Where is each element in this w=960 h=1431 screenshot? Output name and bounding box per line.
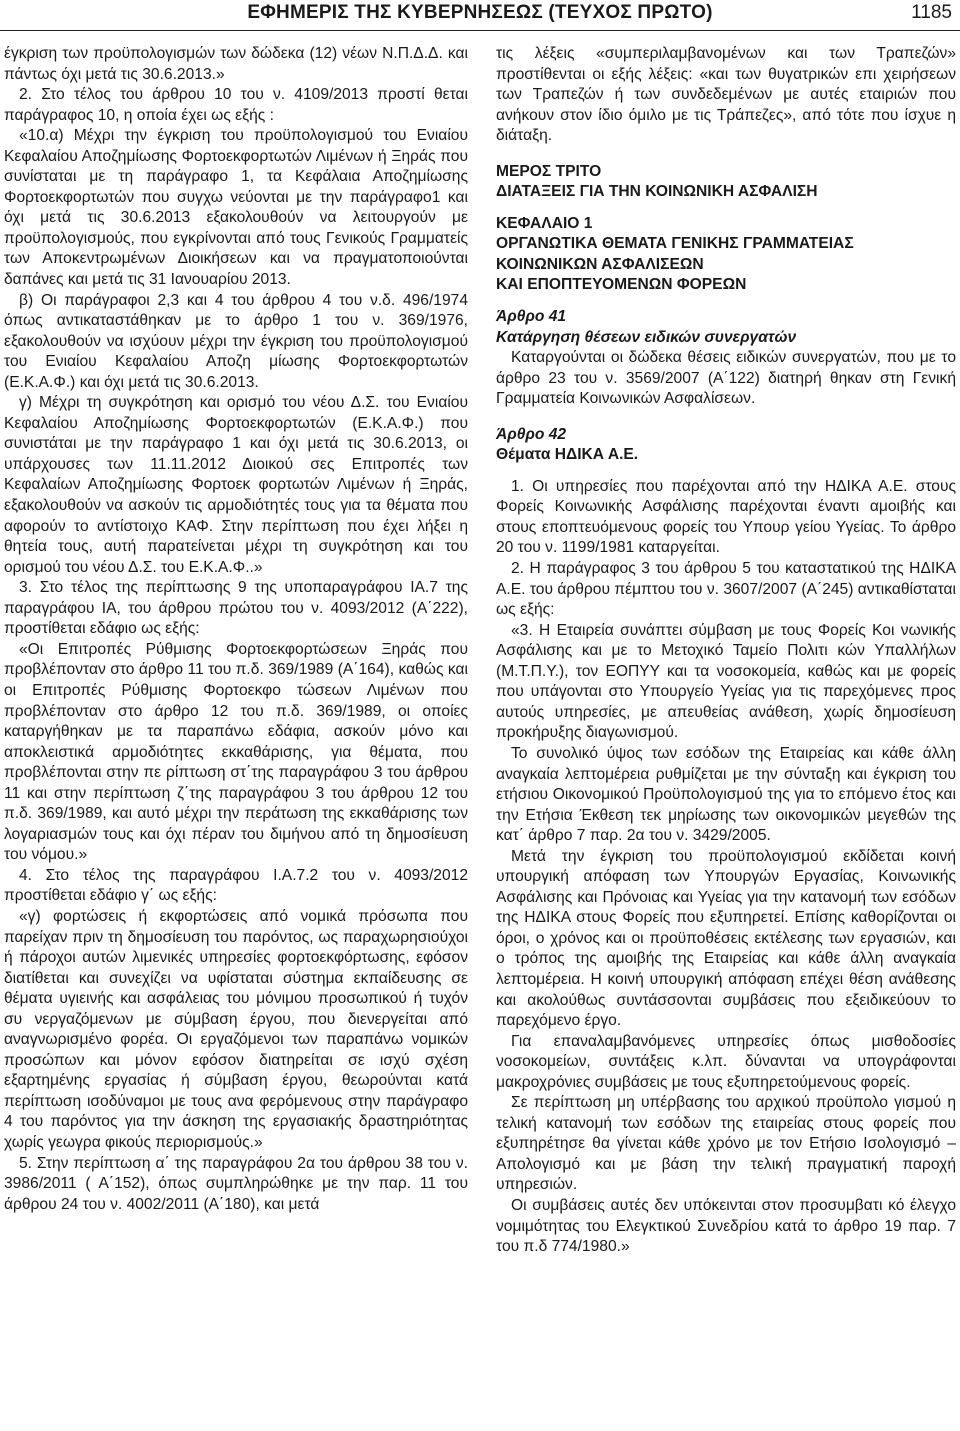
- chapter-subtitle: ΚΑΙ ΕΠΟΠΤΕΥΟΜΕΝΩΝ ΦΟΡΕΩΝ: [496, 276, 747, 294]
- paragraph: 5. Στην περίπτωση α΄ της παραγράφου 2α του άρθρου 38 του ν. 3986/2011 ( Α΄152), όπως συμπληρώθηκε με την παρ. 11 του άρθρου 24 του ν. 4002/2011 (Α΄180), και μετά: [4, 1154, 468, 1213]
- paragraph: 2. Η παράγραφος 3 του άρθρου 5 του καταστατικού της ΗΔΙΚΑ Α.Ε. του άρθρου πέμπτου του ν. 3607/2007 (Α΄245) αντικαθίσταται ως εξής:: [496, 560, 956, 619]
- paragraph: Το συνολικό ύψος των εσόδων της Εταιρείας και κάθε άλλη αναγκαία λεπτομέρεια ρυθμίζεται με την σύνταξη και έγκριση του ετήσιου Οικονομικού Προϋπολογισμού της για το επόμενο έτος και την Ετήσια Έκθεση τεκ μηρίωσης των οικονομικών μεγεθών της κατ΄ άρθρο 7 παρ. 2α του ν. 3429/2005.: [496, 744, 956, 845]
- paragraph: έγκριση των προϋπολογισμών των δώδεκα (12) νέων Ν.Π.Δ.Δ. και πάντως όχι μετά τις 30.6.2013.»: [4, 45, 468, 83]
- article-42-title: Άρθρο 42: [496, 425, 567, 443]
- article-41-title: Άρθρο 41: [496, 308, 567, 326]
- paragraph: «10.α) Μέχρι την έγκριση του προϋπολογισμού του Ενιαίου Κεφαλαίου Αποζημίωσης Φορτοεκφορτωτών Λιμένων ή Ξηράς που συνίσταται με τη παράγραφο 1, τα Κεφάλαια Αποζημίωσης Φορτοεκφορτωτών που συγχω νεύονται με την παράγραφο1 και όχι μετά τις 30.6.2013 εξακολουθούν να λειτουργούν με προϋπολογισμούς, που εγκρίνονται από τους Γενικούς Γραμματείς των Αποκεντρωμένων Διοικήσεων και να πραγματοποιούνται δαπάνες και μετά τις 31 Ιανουαρίου 2013.: [4, 127, 468, 289]
- paragraph: Σε περίπτωση μη υπέρβασης του αρχικού προϋπολο γισμού η τελική κατανομή των εσόδων της εταιρείας στους φορείς που εξυπηρέτησε θα γίνεται κάθε χρόνο με τον Ετήσιο Ισολογισμό – Απολογισμό και με βάση την τελική πραγματική παροχή υπηρεσιών.: [496, 1094, 956, 1194]
- article-41-subtitle: Κατάργηση θέσεων ειδικών συνεργατών: [496, 328, 797, 346]
- chapter-title: ΚΕΦΑΛΑΙΟ 1: [496, 214, 593, 232]
- paragraph: Οι συμβάσεις αυτές δεν υπόκεινται στον προσυμβατι κό έλεγχο νομιμότητας του Ελεγκτικού Συνεδρίου κατά το άρθρο 19 παρ. 7 του π.δ 774/1980.»: [496, 1196, 956, 1256]
- header-rule: [0, 30, 960, 31]
- paragraph: γ) Μέχρι τη συγκρότηση και ορισμό του νέου Δ.Σ. του Ενιαίου Κεφαλαίου Αποζημίωσης Φορτοεκφορτωτών (Ε.Κ.Α.Φ.) που συνιστάται με την παράγραφο 1 και όχι μετά τις 30.6.2013, οι υπάρχουσες των 11.11.2012 Διοικού σες Επιτροπές των Κεφαλαίων Αποζημίωσης Φορτοεκ φορτωτών Λιμένων ή Ξηράς, εξακολουθούν να ασκούν τις αρμοδιότητές τους για τα θέματα που αφορούν το αντίστοιχο ΚΑΦ. Στην περίπτωση που έχει λήξει η θητεία τους, αυτή παρατείνεται μέχρι τη συγκρότηση και του ορισμού του νέου Δ.Σ. του Ε.Κ.Α.Φ..»: [4, 394, 468, 576]
- paragraph: 3. Στο τέλος της περίπτωσης 9 της υποπαραγράφου ΙΑ.7 της παραγράφου ΙΑ, του άρθρου πρώτου του ν. 4093/2012 (Α΄222), προστίθεται εδάφιο ως εξής:: [4, 579, 468, 638]
- paragraph: «3. Η Εταιρεία συνάπτει σύμβαση με τους Φορείς Κοι νωνικής Ασφάλισης και με το Μετοχικό Ταμείο Πολιτι κών Υπαλλήλων (Μ.Τ.Π.Υ.), τον ΕΟΠΥΥ και τα νοσοκομεία, καθώς και με φορείς που υπάγονται στο Υπουργείο Υγείας για τις παρεχόμενες προς αυτούς υπηρεσίες, με απευθείας ανάθεση, χωρίς δημοσίευση προκήρυξης διαγωνισμού.: [496, 621, 956, 742]
- paragraph: Μετά την έγκριση του προϋπολογισμού εκδίδεται κοινή υπουργική απόφαση των Υπουργών Εργασίας, Κοινωνικής Ασφάλισης και Πρόνοιας και Υγείας για την κατανομή των εσόδων της ΗΔΙΚΑ στους Φορείς που εξυπηρετεί. Επίσης καθορίζονται οι όροι, ο χρόνος και οι προϋποθέσεις εκτέλεσης των εργασιών, και ο τρόπος της αμοιβής της Εταιρείας και κάθε άλλη αναγκαία λεπτομέρεια. Η κοινή υπουργική απόφαση επέχει θέση ανάθεσης και ακολούθως συντάσσονται συμβάσεις που εξειδικεύουν το παρεχόμενο έργο.: [496, 847, 956, 1030]
- paragraph: «γ) φορτώσεις ή εκφορτώσεις από νομικά πρόσωπα που παρείχαν πριν τη δημοσίευση του παρόντος, ως παραχωρησιούχοι ή πάροχοι αυτών λιμενικές υπηρεσίες φορτοεκφόρτωσης, εφόσον διατίθεται και συνεχίζει να υφίσταται σύστημα εκπαίδευσης σε θέματα υγιεινής και ασφάλειας του μόνιμου προσωπικού ή τυχόν συ νεργαζόμενων με σύμβαση έργου, που διενεργείται από αναγνωρισμένο φορέα. Οι εργαζόμενοι των παραπάνω νομικών προσώπων και μόνον εφόσον διατηρείται σε ισχύ σχέση εξαρτημένης εργασίας ή σύμβαση έργου, θεωρούνται κατά περίπτωση ισοδύναμοι με τους ανα φερόμενους στην παράγραφο 4 του παρόντος για την άσκηση της εργασιακής δραστηριότητας χωρίς γεωγρα φικούς περιορισμούς.»: [4, 907, 468, 1151]
- chapter-subtitle: ΚΟΙΝΩΝΙΚΩΝ ΑΣΦΑΛΙΣΕΩΝ: [496, 255, 704, 273]
- paragraph: «Οι Επιτροπές Ρύθμισης Φορτοεκφορτώσεων Ξηράς που προβλέπονταν στο άρθρο 11 του π.δ. 369/1989 (Α΄164), καθώς και οι Επιτροπές Ρύθμισης Φορτοεκφο τώσεων Λιμένων που προβλέπονταν στο άρθρο 12 του π.δ. 369/1989, οι οποίες καταργήθηκαν με τα παραπάνω εδάφια, ασκούν μόνο και αποκλειστικά αρμοδιότητες εκκαθάρισης, για θέματα, που προβλέπονται στην πε ρίπτωση στ΄της παραγράφου 3 του άρθρου 11 και στην περίπτωση ζ΄της παραγράφου 3 του άρθρου 12 του π.δ. 369/1989, και αυτό μέχρι την περάτωση της εκκαθάρισης των λογαριασμών τους και όχι πέραν του διμήνου από τη δημοσίευση του νόμου.»: [4, 640, 468, 864]
- paragraph: β) Οι παράγραφοι 2,3 και 4 του άρθρου 4 του ν.δ. 496/1974 όπως αντικαταστάθηκαν με το άρθρο 1 του ν. 369/1976, εξακολουθούν να ισχύουν μέχρι την έγκριση του προϋπολογισμού του Ενιαίου Κεφαλαίου Αποζη μίωσης Φορτοεκφορτωτών (Ε.Κ.Α.Φ.) και όχι μετά τις 30.6.2013.: [4, 291, 468, 391]
- paragraph: 2. Στο τέλος του άρθρου 10 του ν. 4109/2013 προστί θεται παράγραφος 10, η οποία έχει ως εξής :: [4, 86, 468, 124]
- paragraph: Για επαναλαμβανόμενες υπηρεσίες όπως μισθοδοσίες νοσοκομείων, συντάξεις κ.λπ. δύνανται να υπογράφονται μακροχρόνιες συμβάσεις με τους εξυπηρετούμενους φορείς.: [496, 1032, 956, 1091]
- page-header: [0, 0, 960, 30]
- article-42-subtitle: Θέματα ΗΔΙΚΑ Α.Ε.: [496, 446, 639, 464]
- part-title: ΜΕΡΟΣ ΤΡΙΤΟ: [496, 162, 602, 180]
- paragraph: 4. Στο τέλος της παραγράφου Ι.Α.7.2 του ν. 4093/2012 προστίθεται εδάφιο γ΄ ως εξής:: [4, 866, 468, 905]
- article-41-text: Καταργούνται οι δώδεκα θέσεις ειδικών συνεργατών, που με το άρθρο 23 του ν. 3569/2007 (Α΄122) διατηρή θηκαν στη Γενική Γραμματεία Κοινωνικών Ασφαλίσεων.: [496, 349, 956, 408]
- paragraph: τις λέξεις «συμπεριλαμβανομένων και των Τραπεζών» προστίθενται οι εξής λέξεις: «και των θυγατρικών επι χειρήσεων των Τραπεζών ή των συνδεδεμένων με αυτές εταιριών που ανήκουν στον ίδιο όμιλο με τις Τράπεζες», από τότε που ίσχυε η διάταξη.: [496, 45, 956, 145]
- chapter-subtitle: ΟΡΓΑΝΩΤΙΚΑ ΘΕΜΑΤΑ ΓΕΝΙΚΗΣ ΓΡΑΜΜΑΤΕΙΑΣ: [496, 235, 854, 253]
- right-column: [496, 44, 956, 1258]
- gazette-title: ΕΦΗΜΕΡΙΣ ΤΗΣ ΚΥΒΕΡΝΗΣΕΩΣ (ΤΕΥΧΟΣ ΠΡΩΤΟ): [247, 2, 713, 23]
- paragraph: 1. Οι υπηρεσίες που παρέχονται από την ΗΔΙΚΑ Α.Ε. στους Φορείς Κοινωνικής Ασφάλισης παρέχονται έναντι αμοιβής και στους εποπτευόμενους φορείς του Υπουρ γείου Υγείας. Το άρθρο 20 του ν. 1199/1981 καταργείται.: [496, 477, 956, 557]
- left-column: [4, 44, 468, 1215]
- part-subtitle: ΔΙΑΤΑΞΕΙΣ ΓΙΑ ΤΗΝ ΚΟΙΝΩΝΙΚΗ ΑΣΦΑΛΙΣΗ: [496, 183, 818, 201]
- page-number: 1185: [911, 2, 952, 23]
